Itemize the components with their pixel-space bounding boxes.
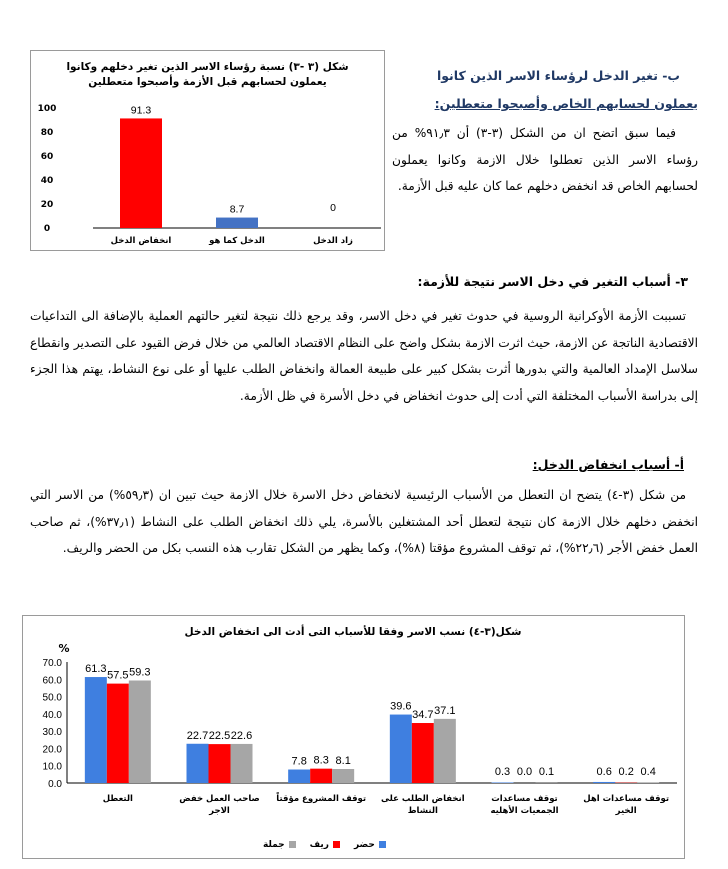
- chart2-bar-urban: [288, 770, 310, 783]
- chart2-data-label: 7.8: [291, 755, 307, 768]
- chart2-data-label: 0.4: [640, 766, 656, 778]
- chart2-category-label: الخير: [615, 806, 637, 816]
- chart2-container: [22, 615, 685, 859]
- chart2-bar-rural: [107, 684, 129, 783]
- section-b-heading-line2: يعملون لحسابهم الخاص وأصبحوا متعطلين:: [434, 96, 698, 111]
- chart2-data-label: 34.7: [412, 709, 434, 722]
- chart2-legend-swatch: [289, 841, 296, 848]
- chart1-y-tick-label: 100: [37, 104, 57, 114]
- chart2-y-unit-label: %: [58, 642, 70, 655]
- chart2-category-label: الجمعيات الأهليه: [490, 806, 559, 816]
- chart2-category-label: الاجر: [209, 806, 230, 816]
- chart2-data-label: 39.6: [390, 700, 412, 713]
- chart2-data-label: 0.6: [596, 766, 612, 778]
- chart2-category-label: توقف مساعدات: [491, 794, 558, 804]
- chart2-data-label: 8.1: [335, 754, 351, 767]
- chart2-legend-item: [354, 840, 386, 850]
- chart2-data-label: 57.5: [107, 669, 129, 682]
- chart1-category-label: زاد الدخل: [313, 236, 353, 246]
- chart2-y-tick-label: 20.0: [42, 744, 62, 756]
- chart1-y-tick-label: 20: [40, 200, 54, 210]
- chart2-y-tick-label: 10.0: [42, 761, 62, 773]
- chart1-data-label: 91.3: [130, 104, 152, 117]
- chart2-category-label: انخفاض الطلب على: [381, 794, 465, 804]
- chart2-data-label: 0.0: [516, 766, 533, 778]
- chart1-plot: [31, 51, 386, 252]
- chart1-container: [30, 50, 385, 251]
- section-b-paragraph: فيما سبق اتضح ان من الشكل (٣-٣) أن ٩١٫٣% من رؤساء الاسر الذين تعطلوا خلال الازمة وكانوا يعملون لحسابهم الخاص قد انخفض دخلهم عما كان عليه قبل الأزمة.: [392, 126, 698, 193]
- chart2-bar-rural: [310, 769, 332, 783]
- chart2-bar-rural: [209, 744, 231, 783]
- chart2-data-label: 0.3: [494, 766, 511, 778]
- chart2-plot: [23, 616, 686, 860]
- chart2-data-label: 22.5: [208, 730, 231, 743]
- chart2-category-label: توقف المشروع مؤقتاً: [276, 794, 367, 804]
- chart2-legend-swatch: [333, 841, 340, 848]
- section-b-heading-line1: ب- تغير الدخل لرؤساء الاسر الذين كانوا: [436, 68, 680, 83]
- chart2-data-label: 61.3: [85, 663, 107, 676]
- chart2-legend-label: حضر: [353, 840, 375, 850]
- chart2-data-label: 22.7: [186, 729, 209, 742]
- chart2-y-tick-label: 40.0: [42, 709, 62, 721]
- chart2-bar-total: [129, 680, 151, 783]
- chart2-bar-urban: [492, 782, 514, 783]
- section-a-paragraph: من شكل (٣-٤) يتضح ان التعطل من الأسباب الرئيسية لانخفاض دخل الاسرة خلال الازمة حيث تبين ان (٥٩٫٣%) من الاسر التي انخفض دخلهم خلال الازمة كان نتيجة لتعطل أحد المشتغلين بالأسرة، يلي ذلك انخفاض الطلب على النشاط (٣٧٫١%)، ثم صاحب العمل خفض الأجر (٢٢٫٦%)، ثم توقف المشروع مؤقتا (٨%)، وكما يظهر من الشكل تقارب هذه النسب بكل من الحضر والريف.: [30, 488, 698, 555]
- chart1-category-label: انخفاض الدخل: [110, 236, 172, 246]
- chart2-category-label: صاحب العمل خفض: [179, 794, 260, 804]
- chart2-legend-item: [263, 840, 296, 850]
- chart1-title-line2: يعملون لحسابهم قبل الأزمة وأصبحوا متعطلين: [88, 76, 327, 88]
- chart2-y-tick-label: 70.0: [42, 658, 62, 669]
- chart1-title-line1: شكل (٣ -٣) نسبة رؤساء الاسر الذين تغير دخلهم وكانوا: [66, 61, 349, 73]
- chart2-data-label: 0.2: [618, 766, 634, 778]
- chart2-bar-urban: [593, 782, 615, 783]
- chart2-y-tick-label: 60.0: [42, 675, 62, 687]
- chart1-y-tick-label: 80: [40, 128, 54, 138]
- section-a-heading: أ- أسباب انخفاض الدخل:: [532, 457, 684, 472]
- chart1-y-tick-label: 40: [40, 176, 54, 186]
- chart1-bar: [120, 118, 162, 228]
- chart2-data-label: 59.3: [129, 666, 151, 679]
- chart2-bar-urban: [85, 677, 107, 783]
- chart2-legend: [263, 840, 386, 850]
- section-3-heading: ٣- أسباب التغير في دخل الاسر نتيجة للأزمة:: [417, 274, 688, 289]
- chart2-legend-item: [310, 840, 340, 850]
- chart2-y-tick-label: 30.0: [42, 727, 62, 739]
- chart2-data-label: 22.6: [230, 729, 253, 742]
- chart2-y-tick-label: 50.0: [42, 692, 62, 704]
- chart2-legend-label: ريف: [309, 840, 329, 850]
- chart2-bar-urban: [187, 744, 209, 783]
- chart2-bar-total: [332, 769, 354, 783]
- chart2-bar-total: [434, 719, 456, 783]
- chart2-category-label: التعطل: [102, 794, 133, 804]
- chart2-bar-total: [231, 744, 253, 783]
- chart2-bar-rural: [412, 723, 434, 783]
- chart1-y-tick-label: 60: [40, 152, 54, 162]
- chart2-category-label: توقف مساعدات اهل: [583, 794, 670, 804]
- chart2-y-tick-label: 0.0: [48, 779, 62, 790]
- chart1-data-label: 0: [330, 202, 336, 214]
- chart2-legend-label: جملة: [263, 840, 285, 850]
- chart1-bar: [216, 218, 258, 228]
- chart2-bar-urban: [390, 715, 412, 783]
- chart2-data-label: 0.1: [538, 766, 555, 778]
- section-3-paragraph: تسببت الأزمة الأوكرانية الروسية في حدوث تغير في دخل الاسر، وقد يرجع ذلك نتيجة لتغير حالتهم العملية بالإضافة الى التداعيات الاقتصادية الناتجة عن الازمة، حيث اثرت الازمة بشكل واضح على النظام الاقتصاد العالمي من خلال فرض القيود على التصدير وانقطاع سلاسل الإمداد العالمية والتي بدورها أثرت بشكل كبير على طبيعة العمالة وانخفاض الطلب عليها أو على نوع النشاط، يهتم هذا الجزء إلى بدراسة الأسباب المختلفة التي أدت إلى حدوث انخفاض في دخل الأسرة في ظل الأزمة.: [30, 309, 698, 403]
- chart2-data-label: 37.1: [434, 704, 456, 717]
- chart1-y-tick-label: 0: [43, 224, 51, 234]
- chart2-bar-total: [637, 782, 659, 783]
- chart1-category-label: الدخل كما هو: [209, 236, 265, 246]
- chart1-data-label: 8.7: [229, 203, 245, 216]
- chart2-legend-swatch: [379, 841, 386, 848]
- chart2-title: شكل(٣-٤) نسب الاسر وفقا للأسباب التى أدت الى انخفاض الدخل: [184, 626, 522, 638]
- chart2-data-label: 8.3: [313, 754, 329, 767]
- chart2-category-label: النشاط: [407, 806, 438, 816]
